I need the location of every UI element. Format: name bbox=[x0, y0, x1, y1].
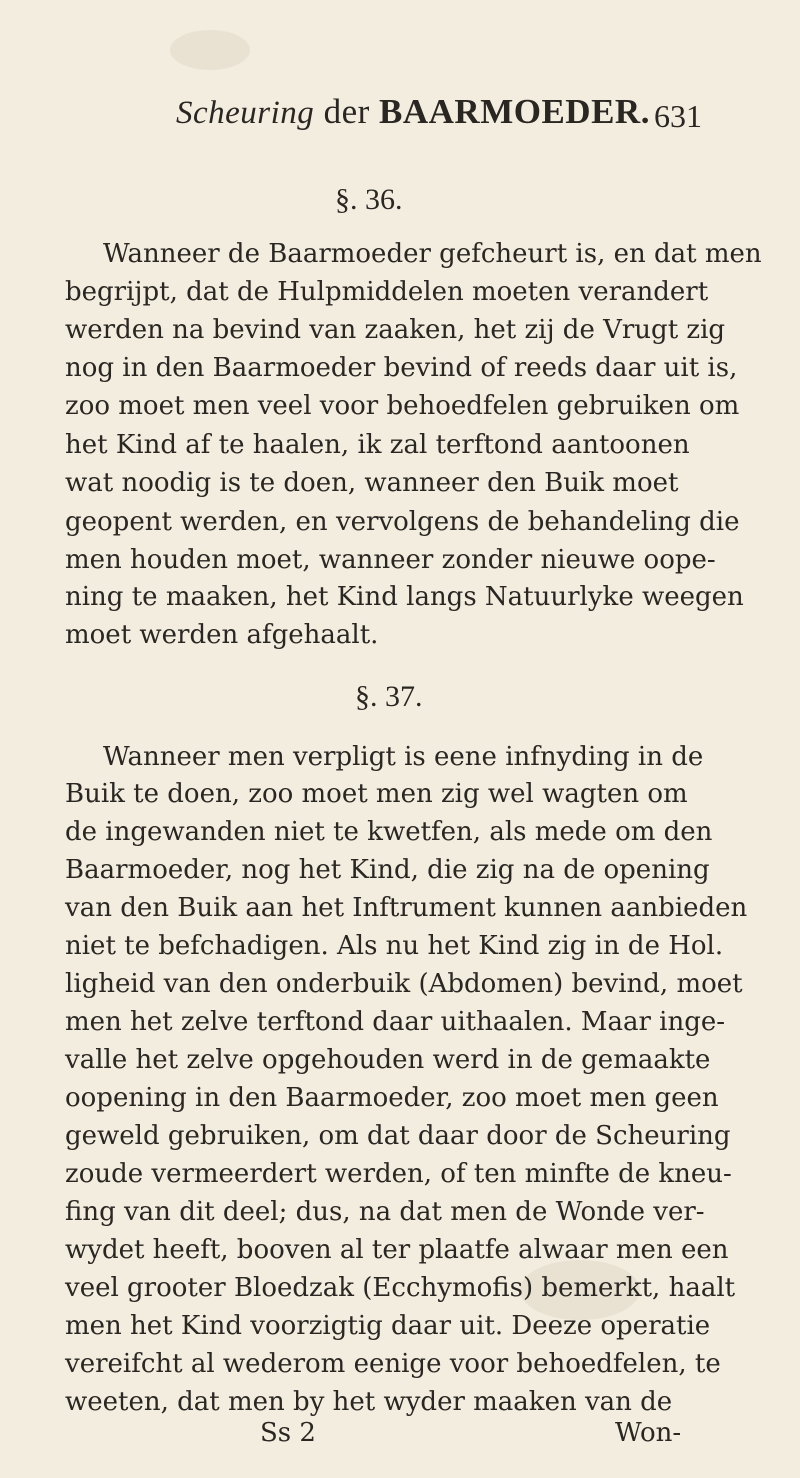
text-line: de ingewanden niet te kwetfen, als mede om den bbox=[65, 817, 713, 847]
running-title bbox=[176, 92, 650, 132]
text-line: ligheid van den onderbuik (Abdomen) bevind, moet bbox=[65, 969, 743, 999]
text-line: Wanneer men verpligt is eene infnyding in de bbox=[103, 742, 704, 772]
text-line: geweld gebruiken, om dat daar door de Scheuring bbox=[65, 1121, 731, 1151]
page-number: 631 bbox=[654, 98, 702, 134]
text-line: oopening in den Baarmoeder, zoo moet men geen bbox=[65, 1083, 719, 1113]
text-line: nog in den Baarmoeder bevind of reeds daar uit is, bbox=[65, 353, 738, 383]
text-line: moet werden afgehaalt. bbox=[65, 620, 379, 650]
text-line: geopent werden, en vervolgens de behandeling die bbox=[65, 507, 740, 537]
text-line: men het Kind voorzigtig daar uit. Deeze operatie bbox=[65, 1311, 711, 1341]
text-line: zoo moet men veel voor behoedfelen gebruiken om bbox=[65, 391, 740, 421]
text-line: Buik te doen, zoo moet men zig wel wagten om bbox=[65, 779, 688, 809]
running-header bbox=[170, 92, 730, 142]
text-line: begrijpt, dat de Hulpmiddelen moeten verandert bbox=[65, 277, 709, 307]
text-line: veel grooter Bloedzak (Ecchymofis) bemerkt, haalt bbox=[65, 1273, 736, 1303]
text-line: niet te befchadigen. Als nu het Kind zig in de Hol. bbox=[65, 931, 724, 961]
text-line: Baarmoeder, nog het Kind, die zig na de opening bbox=[65, 855, 710, 885]
page-stain bbox=[170, 30, 250, 70]
text-line: het Kind af te haalen, ik zal terftond aantoonen bbox=[65, 430, 690, 460]
text-line: weeten, dat men by het wyder maaken van de bbox=[65, 1387, 673, 1417]
text-line: wydet heeft, booven al ter plaatfe alwaar men een bbox=[65, 1235, 729, 1265]
running-title-italic: Scheuring bbox=[176, 95, 315, 131]
text-line: zoude vermeerdert werden, of ten minfte de kneu- bbox=[65, 1159, 732, 1189]
text-line: men houden moet, wanneer zonder nieuwe oope- bbox=[65, 545, 716, 575]
text-line: Wanneer de Baarmoeder gefcheurt is, en dat men bbox=[103, 239, 762, 269]
section-heading-36: §. 36. bbox=[335, 183, 403, 216]
running-title-caps: BAARMOEDER. bbox=[379, 92, 650, 131]
text-line: vereifcht al wederom eenige voor behoedfelen, te bbox=[65, 1349, 721, 1379]
running-title-mid: der bbox=[323, 92, 370, 131]
text-line: ning te maaken, het Kind langs Natuurlyke weegen bbox=[65, 582, 744, 612]
text-line: fing van dit deel; dus, na dat men de Wonde ver- bbox=[65, 1197, 705, 1227]
text-line: men het zelve terftond daar uithaalen. Maar inge- bbox=[65, 1007, 726, 1037]
text-line: van den Buik aan het Inftrument kunnen aanbieden bbox=[65, 893, 748, 923]
text-line: werden na bevind van zaaken, het zij de Vrugt zig bbox=[65, 315, 726, 345]
catchword: Won- bbox=[615, 1418, 682, 1448]
section-heading-37: §. 37. bbox=[355, 680, 423, 713]
signature-mark: Ss 2 bbox=[260, 1418, 316, 1448]
text-line: valle het zelve opgehouden werd in de gemaakte bbox=[65, 1045, 711, 1075]
text-line: wat noodig is te doen, wanneer den Buik moet bbox=[65, 468, 679, 498]
